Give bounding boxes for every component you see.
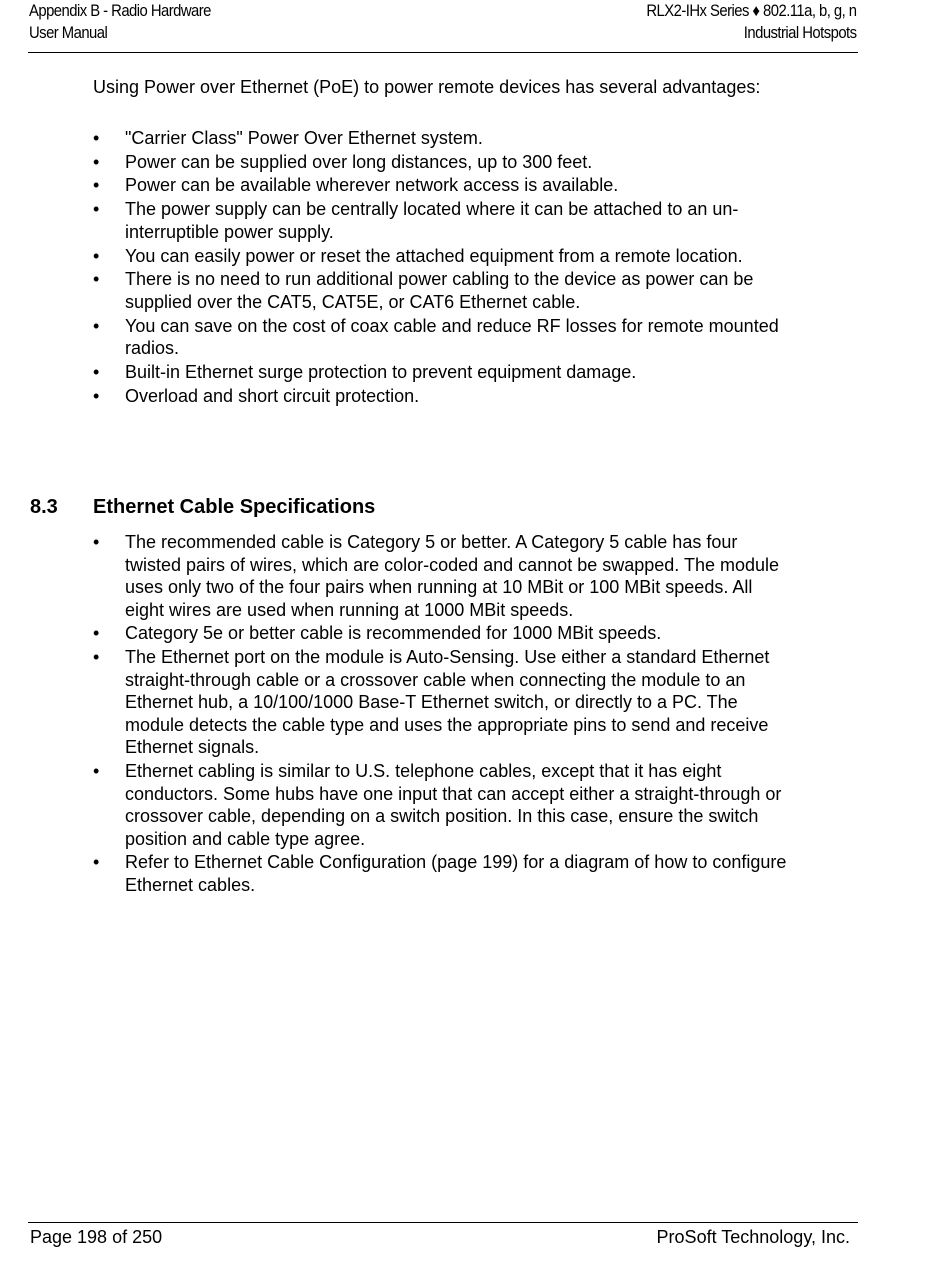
list-item xyxy=(93,315,793,360)
bullet-icon: • xyxy=(93,315,100,336)
header-right xyxy=(647,0,857,44)
page-number: Page 198 of 250 xyxy=(30,1227,163,1247)
bullet-icon: • xyxy=(93,852,100,873)
header-product-category: Industrial Hotspots xyxy=(744,24,857,42)
bullet-icon: • xyxy=(93,128,100,148)
list-item xyxy=(93,622,793,645)
list-item-text: The recommended cable is Category 5 or better. A Category 5 cable has four twisted pairs of wires, which are color-coded and cannot be swapped. The module uses only two of the four pairs when running at 10 MBit or 100 MBit speeds. All eight wires are used when running at 1000 MBit speeds. xyxy=(125,532,780,620)
list-item xyxy=(93,127,793,150)
bullet-icon: • xyxy=(93,175,100,196)
list-item xyxy=(93,361,793,384)
list-item-text: The power supply can be centrally located where it can be attached to an un-interruptible power supply. xyxy=(125,199,739,242)
list-item xyxy=(93,531,793,621)
bullet-icon: • xyxy=(93,532,100,552)
list-item-text: Category 5e or better cable is recommended for 1000 MBit speeds. xyxy=(125,623,662,644)
list-item xyxy=(93,851,793,896)
list-item xyxy=(93,174,793,197)
footer-rule xyxy=(28,1222,858,1223)
list-item xyxy=(93,198,793,243)
bullet-icon: • xyxy=(93,199,100,220)
list-item-text: Refer to Ethernet Cable Configuration (page 199) for a diagram of how to configure Ethernet cables. xyxy=(125,852,787,895)
bullet-icon: • xyxy=(93,385,100,406)
section-number: 8.3 xyxy=(30,496,58,518)
list-item-text: Built-in Ethernet surge protection to prevent equipment damage. xyxy=(125,362,637,383)
list-item xyxy=(93,151,793,174)
intro-paragraph: Using Power over Ethernet (PoE) to power remote devices has several advantages: xyxy=(93,77,761,97)
header-rule xyxy=(28,52,858,53)
header-manual-type: User Manual xyxy=(29,24,108,42)
list-item-text: Power can be available wherever network access is available. xyxy=(125,175,619,196)
bullet-icon: • xyxy=(93,245,100,266)
list-item-text: Overload and short circuit protection. xyxy=(125,385,420,406)
company-name: ProSoft Technology, Inc. xyxy=(656,1227,850,1247)
header-product-series: RLX2-IHx Series ♦ 802.11a, b, g, n xyxy=(646,2,857,20)
section-title: Ethernet Cable Specifications xyxy=(93,496,376,518)
bullet-icon: • xyxy=(93,760,100,781)
list-item-text: There is no need to run additional power cabling to the device as power can be supplied over the CAT5, CAT5E, or CAT6 Ethernet cable. xyxy=(125,269,754,312)
bullet-icon: • xyxy=(93,362,100,383)
list-item-text: Ethernet cabling is similar to U.S. telephone cables, except that it has eight conductors. Some hubs have one input that can accept either a straight-through or crossover cable, depending on a switch position. In this case, ensure the switch position and cable type agree. xyxy=(125,760,782,849)
bullet-icon: • xyxy=(93,623,100,644)
advantages-list xyxy=(93,127,793,408)
bullet-icon: • xyxy=(93,151,100,172)
list-item-text: Power can be supplied over long distances, up to 300 feet. xyxy=(125,151,593,172)
list-item xyxy=(93,385,793,408)
list-item xyxy=(93,646,793,759)
bullet-icon: • xyxy=(93,269,100,290)
cable-specs-list xyxy=(93,531,793,898)
list-item-text: You can easily power or reset the attached equipment from a remote location. xyxy=(125,245,743,266)
header-left xyxy=(29,0,211,44)
list-item xyxy=(93,268,793,313)
list-item-text: "Carrier Class" Power Over Ethernet system. xyxy=(125,128,483,148)
bullet-icon: • xyxy=(93,646,100,667)
header-appendix-title: Appendix B - Radio Hardware xyxy=(29,2,211,20)
list-item-text: The Ethernet port on the module is Auto-Sensing. Use either a standard Ethernet straight-through cable or a crossover cable when connecting the module to an Ethernet hub, a 10/100/1000 Base-T Ethernet switch, or directly to a PC. The module detects the cable type and uses the appropriate pins to send and receive Ethernet signals. xyxy=(125,646,770,758)
list-item xyxy=(93,245,793,268)
list-item xyxy=(93,760,793,850)
list-item-text: You can save on the cost of coax cable and reduce RF losses for remote mounted radios. xyxy=(125,315,779,359)
